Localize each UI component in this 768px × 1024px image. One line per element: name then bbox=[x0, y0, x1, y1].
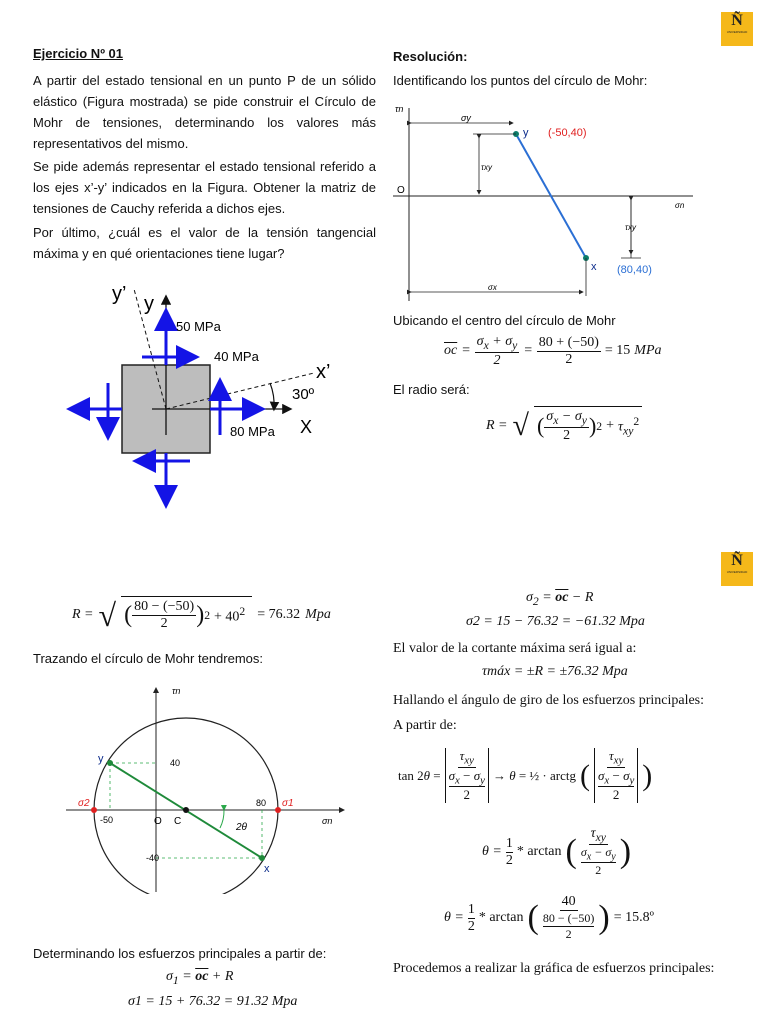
paragraph-radius: El radio será: bbox=[393, 382, 470, 397]
label-80: 80 bbox=[256, 798, 267, 808]
equation-tan2theta: tan 2θ = $\tau_{xy}$ $\sigma_x - \sigma_y$ 2 → θ = ½ · arctg ( $\tau_{xy}$ $\sigma_x - \sigma_y$ 2 ) bbox=[398, 748, 653, 803]
resolution-title: Resolución: bbox=[393, 49, 468, 64]
equation-theta-general: θ = $\frac{1}{2}$ * arctan ( $\tau_{xy}$ $\sigma_x - \sigma_y$ 2 ) bbox=[482, 826, 632, 878]
label-tau-xy-1: τxy bbox=[481, 163, 492, 172]
equation-center: $\overline{oc}$ = $\frac{\sigma_x + \sigma_y}{2}$ = $\frac{80 + (-50)}{2}$ = 15 MPa bbox=[444, 334, 662, 368]
label-30deg: 30º bbox=[292, 386, 315, 403]
label-y: y bbox=[144, 293, 154, 315]
coord-y-point: (-50,40) bbox=[548, 127, 587, 139]
point-x bbox=[259, 855, 265, 861]
equation-radius: R = √ ( $\sigma_x - \sigma_y$ 2 ) 2 + $\tau_{xy}^2$ bbox=[486, 406, 642, 446]
label-80mpa: 80 MPa bbox=[230, 424, 275, 439]
paragraph-principal: Determinando los esfuerzos principales a partir de: bbox=[33, 946, 327, 961]
logo-letter: Ñ bbox=[731, 552, 743, 569]
paragraph-statement: A partir del estado tensional en un punto P de un sólido elástico (Figura mostrada) se pide construir el Círculo de Mohr de tensiones, determinando los valores más representativos del mismo. bbox=[33, 73, 376, 151]
label-sigma1: σ1 bbox=[282, 798, 294, 809]
label-tau-n: τn bbox=[395, 104, 404, 114]
logo-caption: UNIVERSIDAD bbox=[726, 30, 748, 34]
paragraph-trace: Trazando el círculo de Mohr tendremos: bbox=[33, 651, 264, 666]
paragraph-graph-principal: Procedemos a realizar la gráfica de esfuerzos principales: bbox=[393, 961, 715, 976]
label-x-point: x bbox=[591, 261, 597, 273]
center-point bbox=[183, 807, 189, 813]
paragraph-from: A partir de: bbox=[393, 718, 457, 733]
equation-theta-value: θ = $\frac{1}{2}$ * arctan ( 40 80 − (−50) 2 ) = 15.8º bbox=[444, 894, 654, 941]
stress-element-figure bbox=[60, 275, 360, 515]
label-minus-50: -50 bbox=[100, 815, 114, 825]
mohr-circle-graph bbox=[60, 678, 360, 894]
paragraph-max-shear: El valor de la cortante máxima será igual a: bbox=[393, 641, 637, 656]
label-y-point: y bbox=[98, 753, 104, 765]
label-sigma-x: σx bbox=[488, 283, 497, 292]
label-y-point: y bbox=[523, 127, 529, 139]
paragraph-question: Por último, ¿cuál es el valor de la tensión tangencial máxima y en qué orientaciones tiene lugar? bbox=[33, 225, 376, 261]
university-logo-2 bbox=[721, 552, 753, 586]
label-40mpa: 40 MPa bbox=[214, 349, 259, 364]
label-origin: O bbox=[397, 185, 405, 196]
equation-sigma2-def: $\sigma_2 = \overline{oc} - R$ bbox=[526, 590, 594, 608]
label-2theta: 2θ bbox=[236, 822, 247, 833]
equation-sigma1-def: $\sigma_1 = \overline{oc} + R$ bbox=[166, 969, 234, 987]
exercise-title: Ejercicio Nº 01 bbox=[33, 46, 124, 61]
label-40: 40 bbox=[170, 758, 181, 768]
label-50mpa: 50 MPa bbox=[176, 319, 221, 334]
paragraph-center: Ubicando el centro del círculo de Mohr bbox=[393, 313, 616, 328]
paragraph-identify: Identificando los puntos del círculo de Mohr: bbox=[393, 73, 648, 88]
equation-sigma2-value: σ2 = 15 − 76.32 = −61.32 Mpa bbox=[466, 614, 645, 629]
label-center: C bbox=[174, 816, 182, 827]
label-x-prime: x’ bbox=[316, 361, 331, 383]
equation-theta-value-text bbox=[0, 0, 1, 1]
point-y bbox=[107, 760, 113, 766]
coord-x-point: (80,40) bbox=[617, 264, 652, 276]
point-sigma2 bbox=[91, 807, 97, 813]
label-x: X bbox=[300, 417, 313, 437]
logo-caption: UNIVERSIDAD bbox=[726, 570, 748, 574]
label-minus-40: -40 bbox=[146, 853, 160, 863]
label-sigma2: σ2 bbox=[78, 798, 90, 809]
equation-tau-max: τmáx = ±R = ±76.32 Mpa bbox=[482, 664, 628, 679]
label-origin: O bbox=[154, 816, 162, 827]
paragraph-axes: Se pide además representar el estado tensional referido a los ejes x’-y’ indicados en la Figura. Obtener la matriz de tensiones de Cauchy referida a dichos ejes. bbox=[33, 159, 376, 216]
label-tau-xy-2: τxy bbox=[625, 223, 636, 232]
logo-letter: Ñ bbox=[731, 12, 743, 29]
equation-r-value: R = √ ( 80 − (−50) 2 ) 2 + $40^2$ = 76.32 Mpa bbox=[72, 596, 331, 633]
equation-sigma1-value: σ1 = 15 + 76.32 = 91.32 Mpa bbox=[128, 994, 298, 1009]
point-sigma1 bbox=[275, 807, 281, 813]
label-sigma-y: σy bbox=[461, 113, 471, 123]
label-x-point: x bbox=[264, 863, 270, 875]
mohr-circle bbox=[94, 718, 278, 894]
mohr-points-graph bbox=[393, 96, 703, 306]
label-sigma-n: σn bbox=[675, 201, 685, 210]
paragraph-angle: Hallando el ángulo de giro de los esfuerzos principales: bbox=[393, 693, 705, 708]
label-sigma-n: σn bbox=[322, 816, 333, 826]
university-logo bbox=[721, 12, 753, 46]
label-y-prime: y’ bbox=[112, 283, 127, 305]
label-tau-n: τn bbox=[172, 686, 181, 696]
